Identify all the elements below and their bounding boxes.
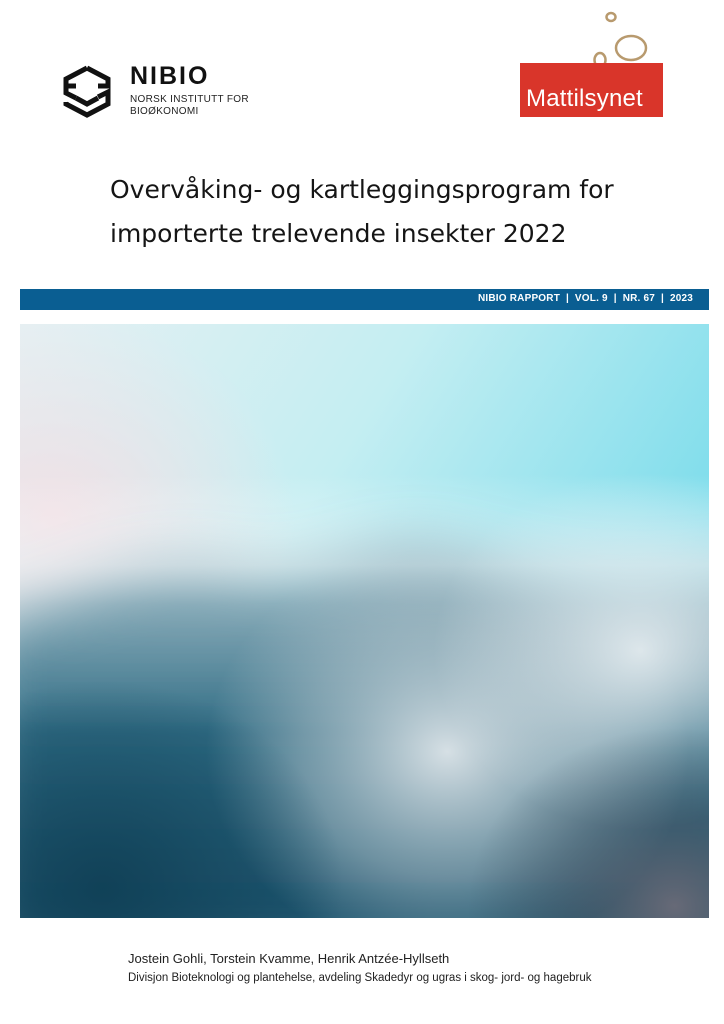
report-title <box>110 168 670 256</box>
report-title-line: importerte trelevende insekter 2022 <box>110 219 567 248</box>
series-band <box>20 289 709 310</box>
report-title-line: Overvåking- og kartleggingsprogram for <box>110 175 614 204</box>
nibio-hexagon-icon <box>62 64 112 118</box>
blurred-landscape-image <box>20 324 709 918</box>
nibio-wordmark: NIBIO <box>130 62 210 90</box>
authors: Jostein Gohli, Torstein Kvamme, Henrik Antzée-Hyllseth <box>128 951 450 966</box>
nibio-subtitle-line: NORSK INSTITUTT FOR <box>130 94 249 105</box>
mattilsynet-wordmark: Mattilsynet <box>526 85 643 112</box>
series-info: NIBIO RAPPORT | VOL. 9 | NR. 67 | 2023 <box>477 293 693 304</box>
mattilsynet-logo <box>518 10 668 120</box>
nibio-logo <box>62 62 262 122</box>
nibio-subtitle <box>130 94 270 118</box>
division: Divisjon Bioteknologi og plantehelse, avdeling Skadedyr og ugras i skog- jord- og hagebruk <box>128 972 592 984</box>
nibio-subtitle-line: BIOØKONOMI <box>130 106 199 117</box>
cover-image <box>20 324 709 918</box>
